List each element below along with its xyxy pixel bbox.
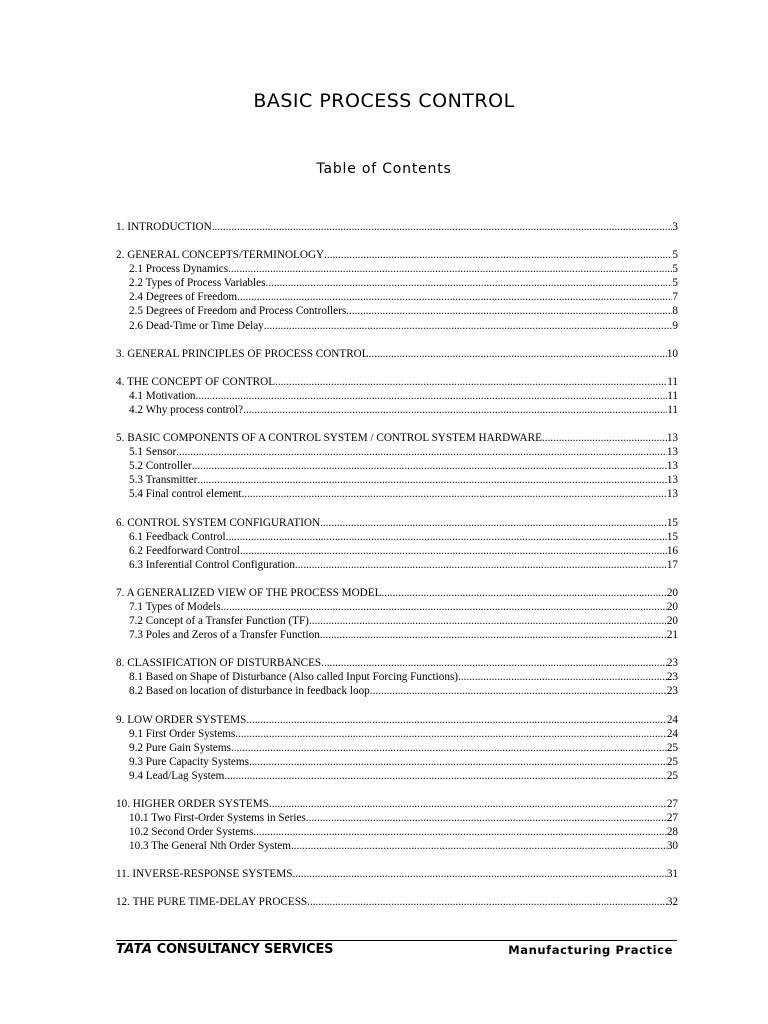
dot-leader — [320, 516, 667, 530]
dot-leader — [226, 530, 667, 544]
toc-entry-title: 4.2 Why process control? — [129, 403, 244, 416]
toc-entry-title: 7.3 Poles and Zeros of a Transfer Function — [129, 629, 320, 642]
toc-page-number: 5 — [672, 249, 678, 262]
dot-leader — [307, 895, 667, 909]
toc-page-number: 23 — [666, 685, 678, 698]
toc-page-number: 7 — [672, 291, 678, 304]
dot-leader — [369, 347, 667, 361]
toc-entry-title: 2.4 Degrees of Freedom — [129, 291, 238, 304]
toc-entry-title: 5.2 Controller — [129, 460, 192, 473]
toc-page-number: 15 — [666, 516, 678, 529]
toc-entry-title: 10.1 Two First-Order Systems in Series — [129, 812, 306, 825]
toc-subentry[interactable] — [116, 741, 678, 755]
toc-page-number: 24 — [666, 727, 678, 740]
toc-section — [116, 713, 678, 783]
dot-leader — [264, 319, 673, 333]
company-logo — [116, 942, 333, 957]
toc-entry-title: 9.2 Pure Gain Systems — [129, 741, 231, 754]
toc-page-number: 20 — [666, 615, 678, 628]
logo-text: CONSULTANCY SERVICES — [156, 942, 334, 957]
toc-entry[interactable] — [116, 516, 678, 530]
toc-heading: Table of Contents — [316, 161, 452, 177]
toc-entry[interactable] — [116, 220, 678, 234]
dot-leader — [324, 248, 672, 262]
toc-subentry[interactable] — [116, 445, 678, 459]
toc-entry-title: 1. INTRODUCTION — [116, 221, 212, 233]
dot-leader — [253, 825, 667, 839]
toc-entry-title: 4. THE CONCEPT OF CONTROL — [116, 375, 276, 388]
dot-leader — [243, 403, 667, 417]
toc-entry[interactable] — [116, 713, 678, 727]
toc-subentry[interactable] — [116, 544, 678, 558]
toc-subentry[interactable] — [116, 304, 678, 318]
toc-subentry[interactable] — [116, 811, 678, 825]
toc-page-number: 32 — [666, 896, 678, 909]
toc-entry-title: 8. CLASSIFICATION OF DISTURBANCES — [116, 657, 322, 670]
dot-leader — [295, 558, 667, 572]
toc-section — [116, 431, 678, 501]
footer-divider — [116, 940, 677, 941]
toc-entry-title: 6.3 Inferential Control Configuration — [129, 558, 295, 571]
toc-page-number: 20 — [666, 586, 678, 599]
dot-leader — [346, 304, 672, 318]
toc-entry-title: 7.1 Types of Models — [129, 600, 221, 613]
toc-subentry[interactable] — [116, 755, 678, 769]
toc-subentry[interactable] — [116, 262, 678, 276]
toc-entry-title: 5. BASIC COMPONENTS OF A CONTROL SYSTEM / CONTROL SYSTEM HARDWARE — [116, 432, 542, 445]
toc-entry[interactable] — [116, 248, 678, 262]
toc-subentry[interactable] — [116, 558, 678, 572]
dot-leader — [370, 684, 667, 698]
toc-entry-title: 5.1 Sensor — [129, 446, 177, 459]
toc-page-number: 27 — [666, 798, 678, 810]
document-title: BASIC PROCESS CONTROL — [253, 90, 515, 112]
toc-section — [116, 586, 678, 642]
toc-entry-title: 10. HIGHER ORDER SYSTEMS — [116, 798, 269, 810]
dot-leader — [320, 628, 667, 642]
toc-page-number: 17 — [666, 558, 678, 571]
toc-entry-title: 3. GENERAL PRINCIPLES OF PROCESS CONTROL — [116, 347, 369, 360]
toc-subentry[interactable] — [116, 290, 678, 304]
toc-page-number: 11 — [667, 389, 678, 402]
toc-section — [116, 220, 678, 234]
toc-page-number: 23 — [666, 657, 678, 670]
toc-subentry[interactable] — [116, 684, 678, 698]
toc-page-number: 13 — [666, 488, 678, 501]
toc-entry-title: 10.3 The General Nth Order System — [129, 840, 291, 853]
toc-subentry[interactable] — [116, 473, 678, 487]
dot-leader — [228, 262, 672, 276]
dot-leader — [291, 839, 667, 853]
dot-leader — [235, 727, 667, 741]
toc-entry-title: 9.3 Pure Capacity Systems — [129, 755, 249, 768]
dot-leader — [249, 755, 667, 769]
toc-entry[interactable] — [116, 895, 678, 909]
toc-page-number: 16 — [666, 544, 678, 557]
toc-entry[interactable] — [116, 375, 678, 389]
toc-entry-title: 8.2 Based on location of disturbance in feedback loop — [129, 685, 370, 698]
toc-subentry[interactable] — [116, 825, 678, 839]
toc-entry[interactable] — [116, 586, 678, 600]
toc-page-number: 15 — [666, 530, 678, 543]
toc-subentry[interactable] — [116, 530, 678, 544]
dot-leader — [176, 445, 667, 459]
toc-section — [116, 797, 678, 853]
toc-subentry[interactable] — [116, 276, 678, 290]
dot-leader — [381, 586, 666, 600]
toc-page-number: 10 — [666, 347, 678, 360]
toc-section — [116, 375, 678, 417]
toc-page-number: 3 — [672, 221, 678, 233]
toc-page-number: 24 — [666, 713, 678, 726]
toc-page-number: 31 — [666, 868, 678, 881]
toc-entry-title: 9.4 Lead/Lag System — [129, 769, 225, 782]
dot-leader — [275, 375, 667, 389]
toc-page-number: 5 — [672, 277, 678, 290]
toc-page-number: 11 — [667, 375, 678, 388]
toc-page-number: 20 — [666, 600, 678, 613]
toc-subentry[interactable] — [116, 459, 678, 473]
dot-leader — [196, 389, 668, 403]
dot-leader — [197, 473, 666, 487]
toc-page-number: 13 — [666, 446, 678, 459]
footer-practice-label: Manufacturing Practice — [508, 943, 673, 957]
toc-entry[interactable] — [116, 347, 678, 361]
toc-subentry[interactable] — [116, 769, 678, 783]
dot-leader — [231, 741, 667, 755]
toc-entry-title: 6.1 Feedback Control — [129, 530, 226, 543]
toc-entry-title: 5.4 Final control element — [129, 488, 242, 501]
toc-page-number: 5 — [672, 263, 678, 276]
toc-page-number: 13 — [666, 432, 678, 445]
toc-entry[interactable] — [116, 431, 678, 445]
toc-page-number: 25 — [666, 755, 678, 768]
toc-entry-title: 12. THE PURE TIME-DELAY PROCESS — [116, 896, 308, 909]
toc-page-number: 30 — [666, 840, 678, 853]
toc-page-number: 28 — [666, 826, 678, 839]
toc-page-number: 8 — [672, 305, 678, 318]
toc-subentry[interactable] — [116, 600, 678, 614]
toc-entry-title: 2.1 Process Dynamics — [129, 263, 229, 276]
toc-page-number: 25 — [666, 741, 678, 754]
dot-leader — [309, 614, 667, 628]
toc-page-number: 23 — [666, 671, 678, 684]
toc-entry-title: 7. A GENERALIZED VIEW OF THE PROCESS MODEL — [116, 586, 382, 599]
dot-leader — [237, 290, 672, 304]
dot-leader — [265, 276, 672, 290]
toc-entry-title: 6. CONTROL SYSTEM CONFIGURATION — [116, 516, 321, 529]
toc-page-number: 11 — [667, 403, 678, 416]
toc-subentry[interactable] — [116, 628, 678, 642]
toc-section — [116, 656, 678, 698]
toc-entry-title: 10.2 Second Order Systems — [129, 826, 254, 839]
toc-entry-title: 9.1 First Order Systems — [129, 727, 236, 740]
toc-entry-title: 4.1 Motivation — [129, 389, 196, 402]
toc-page-number: 21 — [666, 629, 678, 642]
toc-subentry[interactable] — [116, 487, 678, 501]
toc-entry-title: 9. LOW ORDER SYSTEMS — [116, 713, 247, 726]
toc-entry[interactable] — [116, 797, 678, 811]
toc-entry-title: 6.2 Feedforward Control — [129, 544, 240, 557]
dot-leader — [240, 544, 667, 558]
dot-leader — [321, 656, 667, 670]
toc-subentry[interactable] — [116, 614, 678, 628]
toc-entry-title: 5.3 Transmitter — [129, 474, 198, 487]
toc-section — [116, 516, 678, 572]
toc-page-number: 13 — [666, 474, 678, 487]
dot-leader — [458, 670, 667, 684]
toc-entry-title: 8.1 Based on Shape of Disturbance (Also called Input Forcing Functions) — [129, 671, 459, 684]
toc-subentry[interactable] — [116, 670, 678, 684]
logo-brand: TATA — [116, 942, 153, 957]
toc-page-number: 9 — [672, 319, 678, 332]
toc-entry[interactable] — [116, 656, 678, 670]
toc-entry-title: 2. GENERAL CONCEPTS/TERMINOLOGY — [116, 249, 325, 262]
toc-entry-title: 2.6 Dead-Time or Time Delay — [129, 319, 264, 332]
dot-leader — [221, 600, 667, 614]
toc-entry-title: 11. INVERSE-RESPONSE SYSTEMS — [116, 868, 293, 881]
dot-leader — [306, 811, 667, 825]
toc-subentry[interactable] — [116, 389, 678, 403]
dot-leader — [246, 713, 666, 727]
toc-subentry[interactable] — [116, 319, 678, 333]
dot-leader — [542, 431, 667, 445]
toc-section — [116, 248, 678, 333]
toc-subentry[interactable] — [116, 403, 678, 417]
toc-subentry[interactable] — [116, 839, 678, 853]
table-of-contents — [116, 220, 678, 924]
toc-page-number: 13 — [666, 460, 678, 473]
toc-page-number: 25 — [666, 769, 678, 782]
toc-subentry[interactable] — [116, 727, 678, 741]
dot-leader — [292, 867, 666, 881]
dot-leader — [212, 220, 673, 234]
toc-section — [116, 867, 678, 881]
toc-entry-title: 2.2 Types of Process Variables — [129, 277, 266, 290]
dot-leader — [192, 459, 667, 473]
toc-section — [116, 347, 678, 361]
toc-entry-title: 2.5 Degrees of Freedom and Process Controllers — [129, 305, 347, 318]
toc-section — [116, 895, 678, 909]
dot-leader — [241, 487, 666, 501]
dot-leader — [224, 769, 666, 783]
toc-entry-title: 7.2 Concept of a Transfer Function (TF) — [129, 615, 309, 628]
toc-page-number: 27 — [666, 812, 678, 825]
toc-entry[interactable] — [116, 867, 678, 881]
dot-leader — [269, 797, 667, 811]
